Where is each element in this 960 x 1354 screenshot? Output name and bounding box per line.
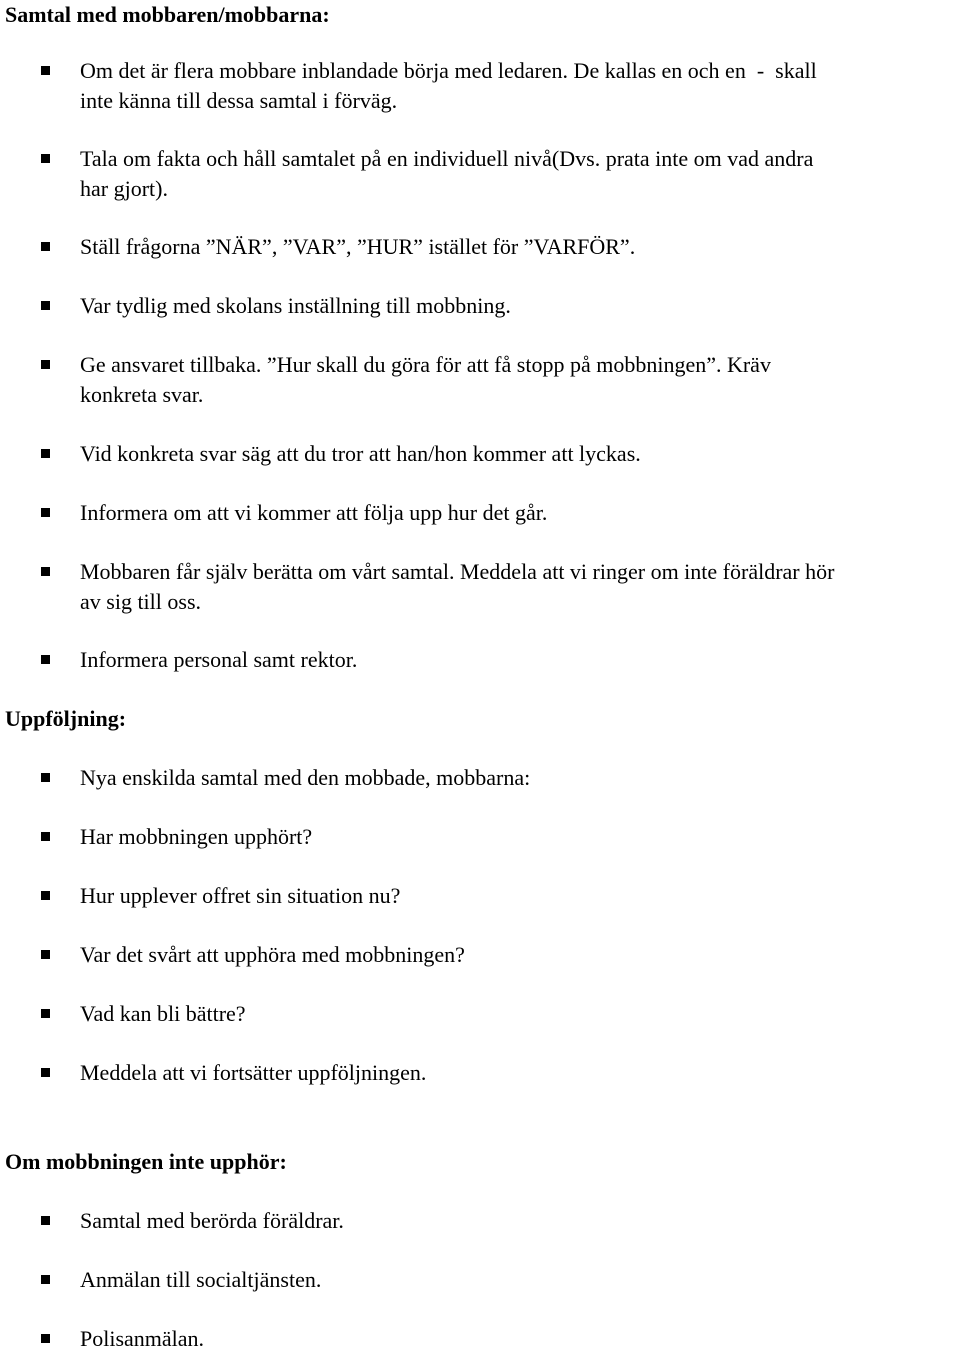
square-bullet-icon [41,950,50,959]
square-bullet-icon [41,891,50,900]
square-bullet-icon [41,832,50,841]
list-item-text: Mobbaren får själv berätta om vårt samtal. Meddela att vi ringer om inte föräldrar hör [80,559,835,584]
square-bullet-icon [41,1009,50,1018]
list-item-text: konkreta svar. [80,382,204,407]
list-item-text: Informera om att vi kommer att följa upp hur det går. [80,500,548,525]
section-heading-uppfoljning: Uppföljning: [5,706,127,731]
list-item-text: Nya enskilda samtal med den mobbade, mobbarna: [80,765,531,790]
section-heading-samtal-mobbare: Samtal med mobbaren/mobbarna: [5,2,330,27]
square-bullet-icon [41,301,50,310]
square-bullet-icon [41,1275,50,1284]
square-bullet-icon [41,154,50,163]
list-item-text: av sig till oss. [80,589,202,614]
list-item-text: har gjort). [80,176,168,201]
list-item-text: inte känna till dessa samtal i förväg. [80,88,398,113]
list-item-text: Tala om fakta och håll samtalet på en individuell nivå(Dvs. prata inte om vad andra [80,146,814,171]
list-item-text: Ge ansvaret tillbaka. ”Hur skall du göra för att få stopp på mobbningen”. Kräv [80,352,771,377]
list-item-text: Meddela att vi fortsätter uppföljningen. [80,1060,427,1085]
section-heading-om-mobbningen-inte-upphor: Om mobbningen inte upphör: [5,1149,287,1174]
list-item-text: Vid konkreta svar säg att du tror att han/hon kommer att lyckas. [80,441,641,466]
square-bullet-icon [41,242,50,251]
list-item-text: Anmälan till socialtjänsten. [80,1267,322,1292]
square-bullet-icon [41,567,50,576]
list-item-text: Samtal med berörda föräldrar. [80,1208,344,1233]
list-item-text: Har mobbningen upphört? [80,824,313,849]
square-bullet-icon [41,773,50,782]
square-bullet-icon [41,1068,50,1077]
square-bullet-icon [41,1334,50,1343]
square-bullet-icon [41,449,50,458]
list-item-text: Var tydlig med skolans inställning till mobbning. [80,293,511,318]
square-bullet-icon [41,66,50,75]
list-item-text: Var det svårt att upphöra med mobbningen? [80,942,465,967]
list-item-text: Vad kan bli bättre? [80,1001,246,1026]
list-item-text: Ställ frågorna ”NÄR”, ”VAR”, ”HUR” istället för ”VARFÖR”. [80,234,636,259]
square-bullet-icon [41,508,50,517]
list-item-text: Informera personal samt rektor. [80,647,358,672]
list-item-text: Polisanmälan. [80,1326,205,1351]
square-bullet-icon [41,360,50,369]
square-bullet-icon [41,655,50,664]
square-bullet-icon [41,1216,50,1225]
list-item-text: Om det är flera mobbare inblandade börja med ledaren. De kallas en och en - skall [80,58,817,83]
list-item-text: Hur upplever offret sin situation nu? [80,883,401,908]
